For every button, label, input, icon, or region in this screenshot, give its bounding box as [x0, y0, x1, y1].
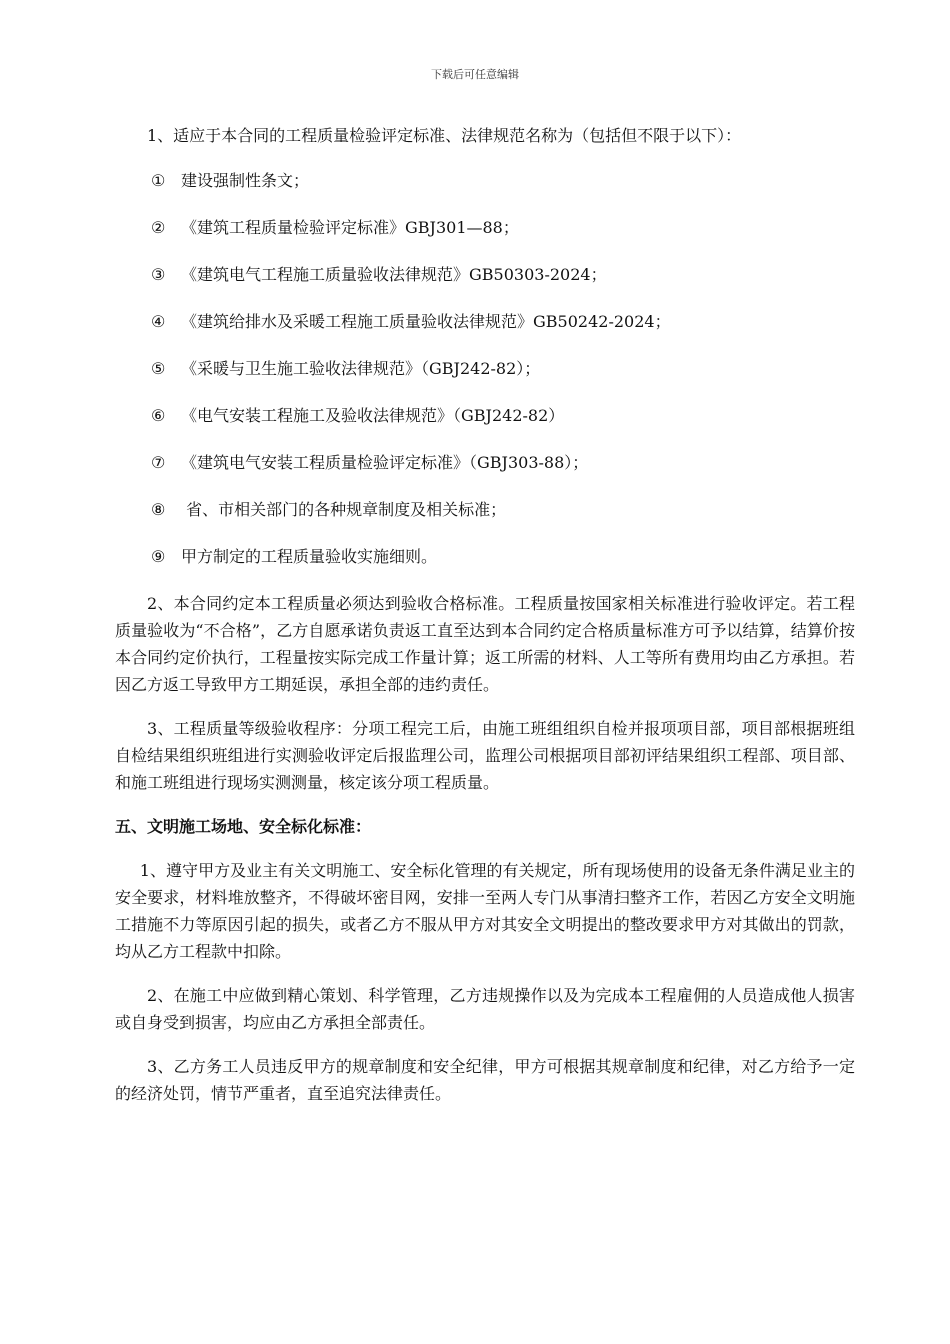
list-number: ⑨ — [151, 547, 166, 566]
list-item — [115, 167, 855, 194]
page-header: 下载后可任意编辑 — [431, 68, 519, 81]
list-number: ⑤ — [151, 359, 166, 378]
list-number: ⑧ — [151, 500, 166, 519]
paragraph-quality-acceptance: 2、本合同约定本工程质量必须达到验收合格标准。工程质量按国家相关标准进行验收评定。若工程质量验收为“不合格”，乙方自愿承诺负责返工直至达到本合同约定合格质量标准方可予以结算，结算价按本合同约定价执行，工程量按实际完成工作量计算；返工所需的材料、人工等所有费用均由乙方承担。若因乙方返工导致甲方工期延误，承担全部的违约责任。 — [115, 594, 855, 694]
list-number: ① — [151, 171, 166, 190]
paragraph-standards-intro: 1、适应于本合同的工程质量检验评定标准、法律规范名称为（包括但不限于以下）： — [147, 126, 742, 145]
list-item-text: 《电气安装工程施工及验收法律规范》（GBJ242-82） — [181, 406, 565, 425]
paragraph-quality-procedure: 3、工程质量等级验收程序：分项工程完工后，由施工班组组织自检并报项项目部，项目部根据班组自检结果组织班组进行实测验收评定后报监理公司，监理公司根据项目部初评结果组织工程部、项目部、和施工班组进行现场实测测量，核定该分项工程质量。 — [115, 719, 855, 792]
list-item-text: 《采暖与卫生施工验收法律规范》（GBJ242-82）； — [181, 359, 541, 378]
list-item — [115, 402, 855, 429]
list-item — [115, 308, 855, 335]
list-item — [115, 496, 855, 523]
list-item — [115, 543, 855, 570]
list-number: ④ — [151, 312, 166, 331]
list-item — [115, 355, 855, 382]
list-item-text: 省、市相关部门的各种规章制度及相关标准； — [181, 500, 507, 519]
list-item-text: 《建筑电气工程施工质量验收法律规范》GB50303-2024； — [181, 265, 607, 284]
paragraph-discipline-penalty: 3、乙方务工人员违反甲方的规章制度和安全纪律，甲方可根据其规章制度和纪律，对乙方给予一定的经济处罚，情节严重者，直至追究法律责任。 — [115, 1057, 855, 1103]
list-item — [115, 449, 855, 476]
list-item-text: 《建筑给排水及采暖工程施工质量验收法律规范》GB50242-2024； — [181, 312, 671, 331]
list-number: ⑥ — [151, 406, 166, 425]
list-item-text: 甲方制定的工程质量验收实施细则。 — [181, 547, 438, 566]
list-item-text: 《建筑电气安装工程质量检验评定标准》（GBJ303-88）； — [181, 453, 589, 472]
list-number: ③ — [151, 265, 166, 284]
list-item — [115, 261, 855, 288]
standards-list — [115, 167, 855, 570]
list-item — [115, 214, 855, 241]
list-number: ② — [151, 218, 166, 237]
document-body — [115, 122, 855, 1124]
paragraph-civilized-construction: 1、遵守甲方及业主有关文明施工、安全标化管理的有关规定，所有现场使用的设备无条件满足业主的安全要求，材料堆放整齐，不得破坏密目网，安排一至两人专门从事清扫整齐工作，若因乙方安全文明施工措施不力等原因引起的损失，或者乙方不服从甲方对其安全文明提出的整改要求甲方对其做出的罚款，均从乙方工程款中扣除。 — [115, 861, 855, 961]
section-heading: 五、文明施工场地、安全标化标准： — [115, 817, 372, 836]
list-item-text: 《建筑工程质量检验评定标准》GBJ301—88； — [181, 218, 519, 237]
list-item-text: 建设强制性条文； — [181, 171, 310, 190]
list-number: ⑦ — [151, 453, 166, 472]
paragraph-management-responsibility: 2、在施工中应做到精心策划、科学管理，乙方违规操作以及为完成本工程雇佣的人员造成他人损害或自身受到损害，均应由乙方承担全部责任。 — [115, 986, 855, 1032]
